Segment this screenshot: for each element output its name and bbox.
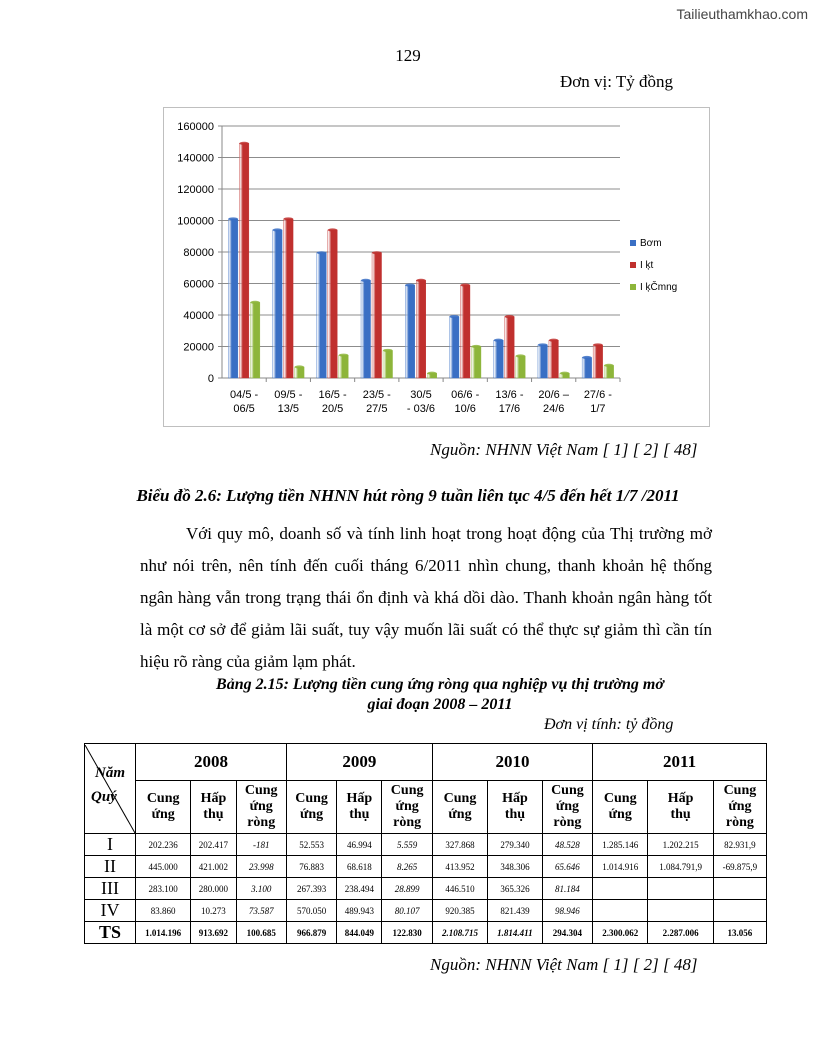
y-tick-label: 60000 xyxy=(183,278,214,291)
sub-header-text: thụ xyxy=(504,807,526,822)
table-cell: 10.273 xyxy=(191,900,236,922)
table-cell: 1.014.196 xyxy=(136,922,191,944)
table-cell: 8.265 xyxy=(382,856,432,878)
table-cell: 421.002 xyxy=(191,856,236,878)
sub-header-text: Cung xyxy=(295,791,328,806)
sub-header xyxy=(337,781,382,834)
sub-header-text: ứng xyxy=(249,799,273,814)
sub-header-text: Hấp xyxy=(346,791,373,806)
legend-swatch xyxy=(630,262,636,268)
sub-header xyxy=(286,781,336,834)
x-tick-label: 17/6 xyxy=(498,403,521,415)
table-cell: 52.553 xyxy=(286,834,336,856)
bar xyxy=(593,345,603,378)
table-cell: 82.931,9 xyxy=(713,834,766,856)
sub-header-text: ứng xyxy=(555,799,579,814)
table-cell: 413.952 xyxy=(432,856,487,878)
bar xyxy=(471,347,481,379)
table-cell: 5.559 xyxy=(382,834,432,856)
x-tick-label: 13/6 - xyxy=(495,389,524,401)
sub-header-text: ứng xyxy=(608,807,632,822)
table-cell: 365.326 xyxy=(488,878,543,900)
bar xyxy=(273,230,283,378)
x-tick-label: 27/6 - xyxy=(583,389,612,401)
table-cell: 821.439 xyxy=(488,900,543,922)
table-cell: 238.494 xyxy=(337,878,382,900)
sub-header-text: ứng xyxy=(728,799,752,814)
table-cell: 2.287.006 xyxy=(648,922,713,944)
table-cell: -69.875,9 xyxy=(713,856,766,878)
table-cell: 122.830 xyxy=(382,922,432,944)
corner-year-label: Năm xyxy=(95,764,125,781)
x-tick-label: 13/5 xyxy=(277,403,300,415)
table-cell: 844.049 xyxy=(337,922,382,944)
legend-swatch xyxy=(630,240,636,246)
x-tick-label: 24/6 xyxy=(542,403,565,415)
corner-quarter-label: Quý xyxy=(91,788,117,805)
table-cell: 76.883 xyxy=(286,856,336,878)
y-tick-label: 140000 xyxy=(177,152,214,165)
table-cell: 445.000 xyxy=(136,856,191,878)
y-tick-label: 40000 xyxy=(183,310,214,322)
sub-header xyxy=(648,781,713,834)
legend-label: Bơm xyxy=(640,238,662,249)
table-cell: 913.692 xyxy=(191,922,236,944)
bar-cap xyxy=(339,354,349,357)
table-cell: 920.385 xyxy=(432,900,487,922)
y-tick-label: 120000 xyxy=(177,184,214,196)
table-cell: 2.300.062 xyxy=(593,922,648,944)
table-caption-line1: Bảng 2.15: Lượng tiền cung ứng ròng qua nghiệp vụ thị trường mở xyxy=(216,676,664,693)
bar-cap xyxy=(549,339,559,342)
sub-header xyxy=(542,781,592,834)
table-cell: 80.107 xyxy=(382,900,432,922)
bar xyxy=(383,350,393,378)
bar-cap xyxy=(383,349,393,352)
watermark: Tailieuthamkhao.com xyxy=(676,6,808,22)
bar-cap xyxy=(449,315,459,318)
legend-label: I ķt xyxy=(640,260,654,271)
table-cell: 267.393 xyxy=(286,878,336,900)
sub-header-text: Cung xyxy=(603,791,637,806)
sub-header-text: Hấp xyxy=(502,791,528,806)
sub-header xyxy=(136,781,191,834)
bar-cap xyxy=(372,251,382,254)
bar xyxy=(239,143,249,378)
table-cell: -181 xyxy=(236,834,286,856)
table-row xyxy=(85,834,767,856)
table-cell xyxy=(713,900,766,922)
row-label: III xyxy=(85,878,136,900)
x-tick-label: 06/5 xyxy=(233,403,255,415)
table-cell: 1.084.791,9 xyxy=(648,856,713,878)
bar xyxy=(549,340,559,378)
bar xyxy=(284,219,294,378)
table-corner-cell xyxy=(85,744,136,834)
y-tick-label: 100000 xyxy=(177,215,214,228)
bar-cap xyxy=(560,372,570,375)
sub-header-text: Cung xyxy=(244,783,278,798)
legend-label: I ķČmng xyxy=(640,282,678,293)
table-cell: 1.014.916 xyxy=(593,856,648,878)
table-cell: 98.946 xyxy=(542,900,592,922)
table-header-sub xyxy=(85,781,767,834)
table-cell: 1.814.411 xyxy=(488,922,543,944)
table-cell xyxy=(713,878,766,900)
table-cell: 489.943 xyxy=(337,900,382,922)
sub-header-text: Cung xyxy=(146,791,180,806)
chart-caption: Biểu đồ 2.6: Lượng tiền NHNN hút ròng 9 tuần liên tục 4/5 đến hết 1/7 /2011 xyxy=(136,486,680,505)
sub-header-text: Cung xyxy=(551,783,584,798)
x-tick-label: 06/6 - xyxy=(451,389,480,401)
bar-cap xyxy=(582,356,592,359)
table-cell: 283.100 xyxy=(136,878,191,900)
table-cell: 1.285.146 xyxy=(593,834,648,856)
body-paragraph xyxy=(140,518,712,678)
bar-cap xyxy=(295,365,305,368)
bar xyxy=(604,365,614,378)
sub-header-text: ứng xyxy=(151,807,175,822)
table-cell: 23.998 xyxy=(236,856,286,878)
table-cell: 279.340 xyxy=(488,834,543,856)
bar xyxy=(449,317,459,378)
sub-header xyxy=(488,781,543,834)
table-cell: 570.050 xyxy=(286,900,336,922)
table-cell: 294.304 xyxy=(542,922,592,944)
bar-cap xyxy=(239,142,249,145)
x-tick-label: 20/5 xyxy=(321,403,344,415)
x-tick-label: - 03/6 xyxy=(406,403,436,415)
year-header: 2011 xyxy=(593,744,767,781)
table-row xyxy=(85,878,767,900)
table-cell: 73.587 xyxy=(236,900,286,922)
bar-chart xyxy=(164,108,709,426)
sub-header-text: thụ xyxy=(670,807,691,822)
bar xyxy=(361,280,371,378)
sub-header-text: thụ xyxy=(203,807,224,822)
table-cell: 202.236 xyxy=(136,834,191,856)
x-tick-label: 20/6 – xyxy=(538,389,569,401)
legend-swatch xyxy=(630,284,636,290)
bar-cap xyxy=(538,343,548,346)
sub-header-text: Cung xyxy=(443,791,477,806)
bar-cap xyxy=(460,283,470,286)
sub-header xyxy=(236,781,286,834)
sub-header-text: ròng xyxy=(553,815,582,830)
table-cell: 65.646 xyxy=(542,856,592,878)
bar xyxy=(295,367,305,378)
table-cell: 2.108.715 xyxy=(432,922,487,944)
bar-cap xyxy=(593,343,603,346)
bar xyxy=(328,230,338,378)
corner-wrap xyxy=(85,745,135,833)
bar xyxy=(250,302,260,378)
bar xyxy=(405,285,415,378)
x-tick-label: 16/5 - xyxy=(318,389,347,401)
table-cell: 348.306 xyxy=(488,856,543,878)
sub-header xyxy=(713,781,766,834)
table-caption-line2: giai đoạn 2008 – 2011 xyxy=(367,696,513,713)
bar xyxy=(339,355,349,378)
bar-cap xyxy=(405,283,415,286)
bar xyxy=(228,219,238,378)
table-cell: 966.879 xyxy=(286,922,336,944)
bar-cap xyxy=(494,339,504,342)
sub-header xyxy=(382,781,432,834)
bar-cap xyxy=(427,372,437,375)
sub-header-text: ứng xyxy=(395,799,419,814)
table-cell: 202.417 xyxy=(191,834,236,856)
bar xyxy=(416,280,426,378)
table-cell: 83.860 xyxy=(136,900,191,922)
sub-header-text: ứng xyxy=(299,807,324,822)
sub-header-text: ứng xyxy=(448,807,472,822)
y-tick-label: 20000 xyxy=(183,341,214,354)
table-cell: 446.510 xyxy=(432,878,487,900)
bar xyxy=(505,317,515,378)
bar-cap xyxy=(284,217,294,220)
row-label: II xyxy=(85,856,136,878)
sub-header xyxy=(593,781,648,834)
bar xyxy=(372,253,382,378)
x-tick-label: 30/5 xyxy=(410,389,432,401)
x-tick-label: 1/7 xyxy=(590,403,606,415)
table-cell: 280.000 xyxy=(191,878,236,900)
table-cell: 81.184 xyxy=(542,878,592,900)
bar-cap xyxy=(317,251,327,254)
table-source: Nguồn: NHNN Việt Nam [ 1] [ 2] [ 48] xyxy=(430,955,698,974)
page-number: 129 xyxy=(395,46,421,65)
table-row xyxy=(85,900,767,922)
sub-header-text: Hấp xyxy=(667,791,694,806)
y-tick-label: 160000 xyxy=(177,121,214,133)
table-unit: Đơn vị tính: tỷ đồng xyxy=(544,716,674,733)
y-tick-label: 0 xyxy=(207,373,214,385)
row-label: TS xyxy=(85,922,136,944)
table-cell: 3.100 xyxy=(236,878,286,900)
bar-cap xyxy=(228,217,238,220)
table-cell: 100.685 xyxy=(236,922,286,944)
table-cell xyxy=(648,878,713,900)
x-tick-label: 23/5 - xyxy=(362,389,391,401)
sub-header xyxy=(191,781,236,834)
sub-header-text: Cung xyxy=(723,783,757,798)
table-caption xyxy=(160,675,720,715)
year-header: 2010 xyxy=(432,744,592,781)
sub-header-text: thụ xyxy=(349,807,370,822)
row-label: I xyxy=(85,834,136,856)
chart-source: Nguồn: NHNN Việt Nam [ 1] [ 2] [ 48] xyxy=(430,440,698,459)
bar-cap xyxy=(273,228,283,231)
bar xyxy=(494,340,504,378)
sub-header-text: ròng xyxy=(725,815,754,830)
bar xyxy=(460,285,470,378)
paragraph-text: Với quy mô, doanh số và tính linh hoạt trong hoạt động của Thị trường mở như nói trên, nên tính đến cuối tháng 6/2011 nhìn chung, thanh khoản hệ thống ngân hàng vẫn trong trạng thái ổn định và khá dồi dào. Thanh khoản ngân hàng tốt là một cơ sở để giảm lãi suất, tuy vậy muốn lãi suất có thể thực sự giảm thì cần tín hiệu rõ ràng của giảm lạm phát. xyxy=(140,524,712,671)
table-header-years xyxy=(85,744,767,781)
table-cell: 48.528 xyxy=(542,834,592,856)
bar-cap xyxy=(604,364,614,367)
x-tick-label: 10/6 xyxy=(454,403,476,415)
row-label: IV xyxy=(85,900,136,922)
x-tick-label: 09/5 - xyxy=(274,389,303,401)
data-table xyxy=(84,743,767,944)
bar-cap xyxy=(471,345,481,348)
year-header: 2008 xyxy=(136,744,287,781)
bar-cap xyxy=(328,228,338,231)
bar-cap xyxy=(505,315,515,318)
bar-cap xyxy=(250,301,260,304)
bar-cap xyxy=(516,354,526,357)
table-cell xyxy=(593,900,648,922)
sub-header-text: Hấp xyxy=(200,791,227,806)
table-cell: 13.056 xyxy=(713,922,766,944)
year-header: 2009 xyxy=(286,744,432,781)
table-cell: 46.994 xyxy=(337,834,382,856)
bar xyxy=(582,358,592,378)
x-tick-label: 04/5 - xyxy=(230,389,259,401)
table-total-row xyxy=(85,922,767,944)
sub-header-text: ròng xyxy=(247,815,276,830)
chart-unit: Đơn vị: Tỷ đồng xyxy=(560,72,674,91)
chart-frame xyxy=(163,107,710,427)
table-cell xyxy=(593,878,648,900)
table-row xyxy=(85,856,767,878)
table-cell: 28.899 xyxy=(382,878,432,900)
bar-cap xyxy=(361,279,371,282)
bar-cap xyxy=(416,279,426,282)
table-cell: 327.868 xyxy=(432,834,487,856)
y-tick-label: 80000 xyxy=(183,247,214,259)
table-cell: 1.202.215 xyxy=(648,834,713,856)
bar xyxy=(317,253,327,378)
table-cell: 68.618 xyxy=(337,856,382,878)
sub-header-text: ròng xyxy=(393,815,422,830)
x-tick-label: 27/5 xyxy=(366,403,388,415)
sub-header xyxy=(432,781,487,834)
bar xyxy=(516,356,526,378)
sub-header-text: Cung xyxy=(390,783,424,798)
table-cell xyxy=(648,900,713,922)
bar xyxy=(538,345,548,378)
